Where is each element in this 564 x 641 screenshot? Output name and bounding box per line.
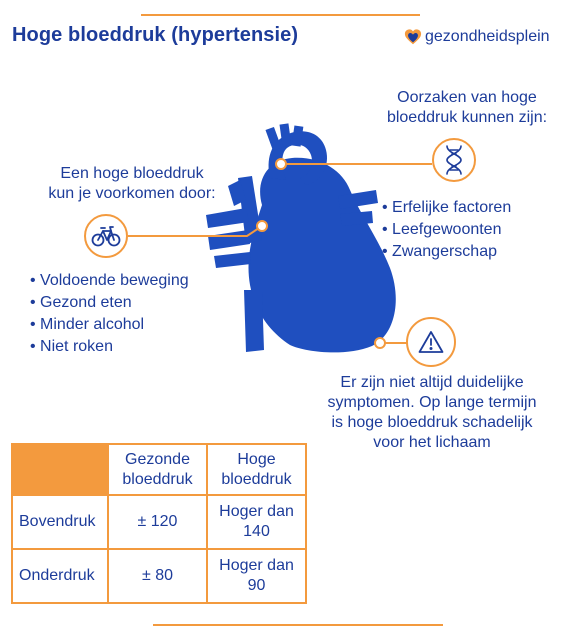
list-item: • Erfelijke factoren [382,197,511,219]
prevention-list [30,270,189,358]
warning-line: Er zijn niet altijd duidelijke [340,374,524,391]
prevention-icon-badge [84,214,128,258]
high-value [207,549,306,603]
list-item: • Niet roken [30,336,189,358]
list-item: • Gezond eten [30,292,189,314]
prevention-heading [25,164,239,204]
warning-text [300,373,564,453]
column-header-line: bloeddruk [221,470,292,488]
heart-icon [206,123,396,352]
high-value-line: Hoger dan [219,503,294,520]
table-header-row [12,444,306,495]
high-value-line: 140 [243,523,270,540]
causes-heading-line1: Oorzaken van hoge [397,89,537,106]
blood-pressure-table [11,443,307,604]
prevention-heading-line1: Een hoge bloeddruk [60,165,204,182]
column-header-high [207,444,306,495]
list-item: • Zwangerschap [382,241,511,263]
row-label: Onderdruk [12,549,108,603]
causes-list [382,197,511,263]
high-value-line: 90 [247,577,266,594]
warning-icon-badge [406,317,456,367]
column-header-line: Gezonde [125,450,190,468]
table-row [12,495,306,549]
dna-icon [443,145,465,175]
table-corner-cell [12,444,108,495]
high-value [207,495,306,549]
column-header-healthy [108,444,207,495]
row-label: Bovendruk [12,495,108,549]
warning-line: is hoge bloeddruk schadelijk [331,414,533,431]
column-header-line: bloeddruk [122,470,193,488]
healthy-value: ± 120 [108,495,207,549]
bicycle-icon [91,225,121,247]
list-item: • Voldoende beweging [30,270,189,292]
list-item: • Leefgewoonten [382,219,511,241]
column-header-line: Hoge [237,450,276,468]
table-row [12,549,306,603]
high-value-line: Hoger dan [219,557,294,574]
page-title: Hoge bloeddruk (hypertensie) [12,24,299,46]
causes-heading-line2: bloeddruk kunnen zijn: [386,109,548,126]
list-item: • Minder alcohol [30,314,189,336]
causes-icon-badge [432,138,476,182]
warning-line: symptomen. Op lange termijn [327,394,537,411]
causes-heading [372,88,562,128]
healthy-value: ± 80 [108,549,207,603]
warning-line: voor het lichaam [373,434,491,451]
warning-triangle-icon [418,330,444,354]
brand-name: gezondheidsplein [425,28,550,45]
prevention-heading-line2: kun je voorkomen door: [48,185,216,202]
